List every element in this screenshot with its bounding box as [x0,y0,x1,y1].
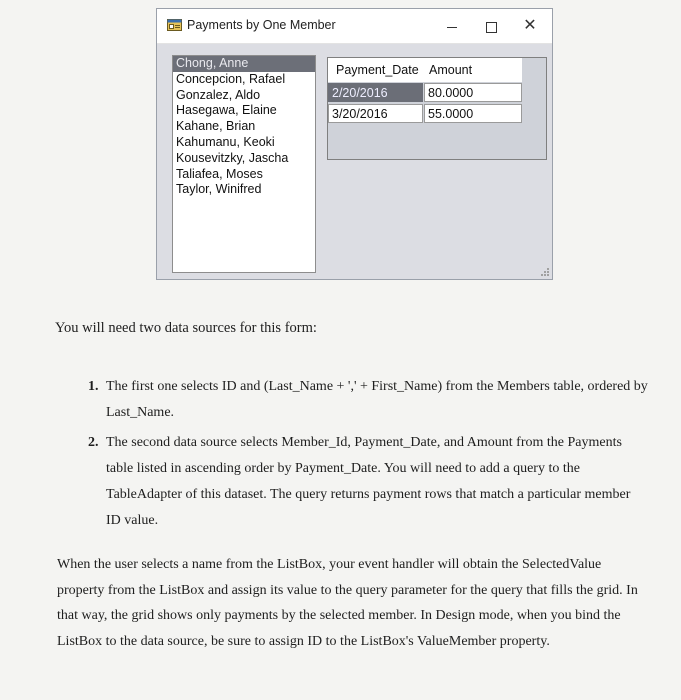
table-row[interactable] [328,104,522,124]
cell-amount[interactable]: 55.0000 [424,104,522,123]
title-bar[interactable] [157,9,552,44]
member-listbox[interactable] [172,55,316,273]
list-item[interactable]: Kousevitzky, Jascha [176,150,289,165]
maximize-icon [486,22,497,33]
list-item[interactable]: Chong, Anne [173,56,315,72]
minimize-icon [447,27,457,28]
list-item[interactable]: Kahumanu, Keoki [176,134,275,149]
list-item [88,374,648,426]
explanation-paragraph: When the user selects a name from the ListBox, your event handler will obtain the SelectedValue property from the ListBox and assign its value to the query parameter for the query that fills the grid. In that way, the grid shows only payments by the selected member. In Design mode, when you bind the ListBox to the data source, be sure to assign ID to the ListBox's ValueMember property. [57,557,638,649]
cell-payment-date[interactable]: 2/20/2016 [328,83,423,102]
resize-grip-icon[interactable] [540,267,550,277]
app-form-icon [167,19,182,31]
list-item[interactable]: Taliafea, Moses [176,166,263,181]
list-item[interactable]: Taylor, Winifred [176,182,262,197]
instructions-list [88,374,648,534]
cell-payment-date[interactable]: 3/20/2016 [328,104,423,123]
payments-window [156,8,553,280]
list-number: 1. [88,379,99,394]
list-number: 2. [88,435,99,450]
cell-amount[interactable]: 80.0000 [424,83,522,102]
list-item-text: The second data source selects Member_Id, Payment_Date, and Amount from the Payments table listed in ascending order by Payment_Date. You will need to add a query to the TableAdapter of this dataset. The query returns payment rows that match a particular member ID value. [106,435,631,528]
list-item[interactable]: Kahane, Brian [176,119,256,134]
intro-text: You will need two data sources for this form: [55,320,317,336]
minimize-button[interactable] [440,15,464,37]
list-item [88,430,648,534]
close-button[interactable]: ✕ [523,17,537,34]
window-title: Payments by One Member [187,18,336,32]
list-item[interactable]: Hasegawa, Elaine [176,103,277,118]
list-item[interactable]: Concepcion, Rafael [176,71,286,86]
column-header-payment-date[interactable]: Payment_Date [336,63,419,77]
maximize-button[interactable] [479,15,503,37]
table-row[interactable] [328,83,522,103]
list-item-text: The first one selects ID and (Last_Name + ',' + First_Name) from the Members table, ordered by Last_Name. [106,379,648,420]
column-header-amount[interactable]: Amount [429,63,473,77]
payments-grid[interactable] [327,57,547,160]
grid-header [328,58,522,82]
list-item[interactable]: Gonzalez, Aldo [176,87,261,102]
